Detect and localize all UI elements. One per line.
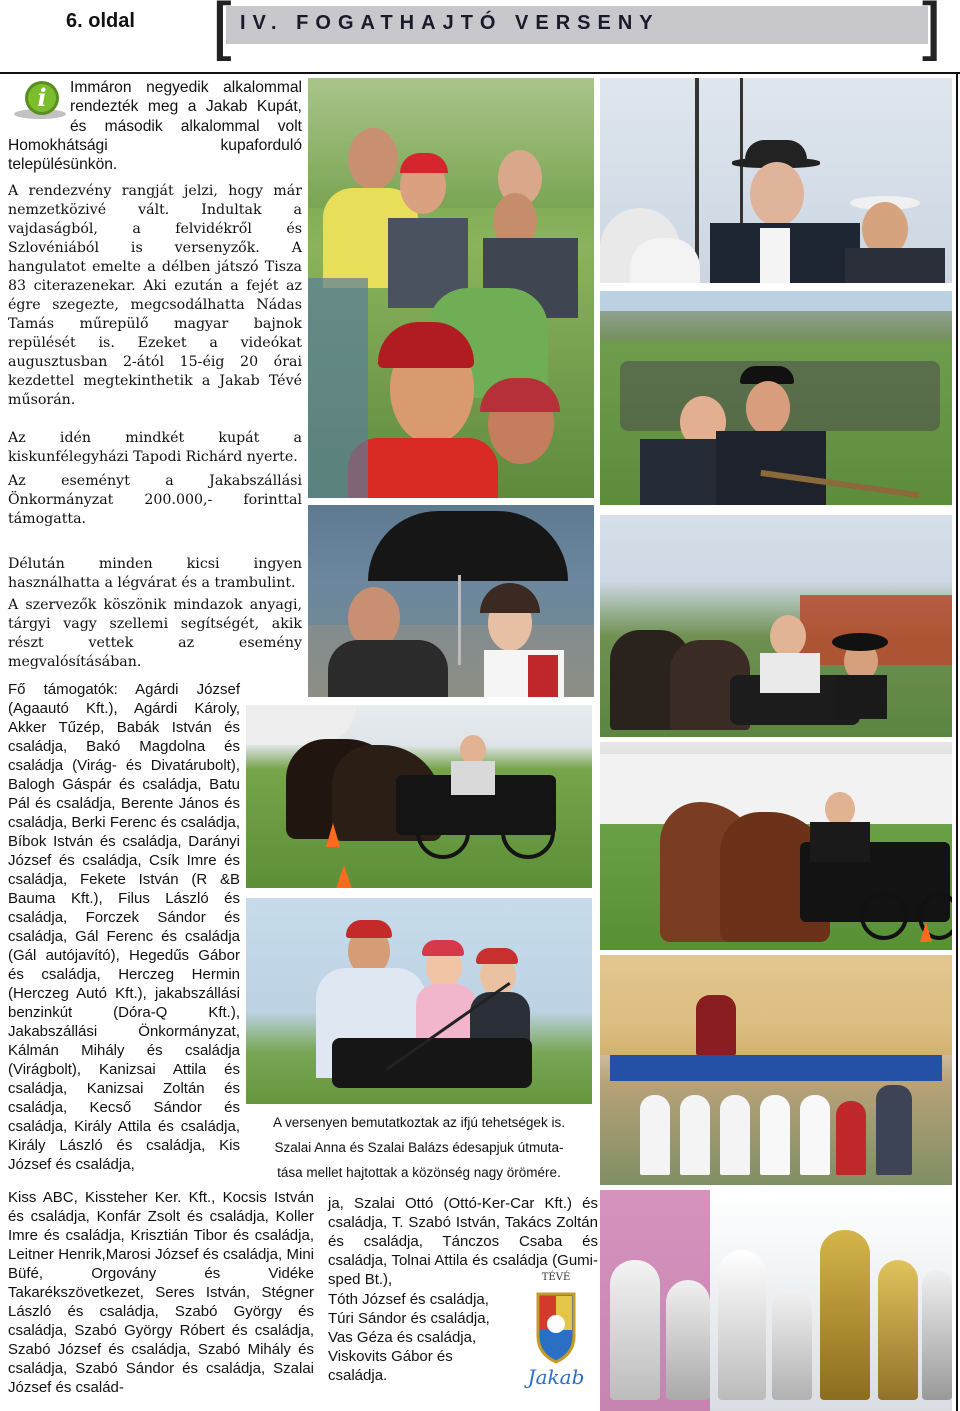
photo-award-ceremony [600, 955, 952, 1185]
photo-carriage-men [600, 291, 952, 505]
paragraph-support: Az eseményt a Jakabszállási Önkormányzat 200.000,- forinttal támogatta. [8, 473, 302, 527]
bracket-right: ] [916, 0, 943, 69]
photo-ceremonial-carriage [600, 515, 952, 737]
caption-line-2: Szalai Anna és Szalai Balázs édesapjuk útmuta- [274, 1140, 564, 1155]
photo-judges [600, 78, 952, 283]
photo-crowd [308, 78, 594, 498]
paragraph-thanks: A szervezők köszönik mindazok anyagi, tárgyi vagy szellemi segítségét, akik részt vettek az esemény megvalósításában. [8, 597, 302, 670]
svg-text:TÉVÉ: TÉVÉ [541, 1272, 571, 1283]
svg-text:Jakab: Jakab [527, 1365, 585, 1389]
caption-line-3: tása mellet hajtottak a közönség nagy örömére. [277, 1165, 561, 1180]
photo-trophies [600, 1190, 952, 1411]
sponsors-list-a: Fő támogatók: Agárdi József (Agaautó Kft.), Agárdi Károly, Akker Tűzép, Babák István és családja, Bakó Magdolna és családja (Virág- és Divatárubolt), Balogh Gáspár és családja, Batu Pál és családja, Berente János és családja, Berki Ferenc és családja, Bíbok István és családja, Darányi József és családja, Csík Imre és családja, Fekete István (R &B Bauma Kft.), Filus László és családja, Forczek Sándor és családja, Gál Ferenc és családja (Gál autójavító), Hegedűs Gábor és családja, Herczeg Hermin (Herczeg Autó Kft.), jakabszállási benzinkút (Dóra-Q Kft.), Jakabszállási Önkormányzat, Kálmán Mihály és családja (Virágbolt), Kanizsai Attila és családja, Kanizsai Zoltán és családja, Kecső Sándor és családja, Király Attila és családja, Király László és családja, Kis József és családja, [8, 681, 240, 1173]
paragraph-bouncy: Délután minden kicsi ingyen használhatta a légvárat és a trambulint. [8, 556, 302, 591]
top-rule [0, 72, 960, 74]
paragraph-winner: Az idén mindkét kupát a kiskunfélegyházi Tapodi Richárd nyerte. [8, 430, 302, 465]
intro-paragraph: Immáron negyedik alkalommal rendezték meg a Jakab Kupát, és második alkalommal volt Homokhátsági kupaforduló településünkön. [8, 79, 302, 174]
photo-two-horses [600, 742, 952, 950]
photo-kids-carriage [246, 898, 592, 1104]
page-number: 6. oldal [66, 10, 135, 32]
paragraph-rangja: A rendezvény rangját jelzi, hogy már nemzetközivé vált. Indultak a vajdaságból, a felvidékről és Szlovéniából is versenyzők. A hangulatot emelte a délben játszó Tisza 83 citerazenekar. Aki ezután a fejét az égre szegezte, megcsodálhatta Nádas Tamás műrepülő magyar bajnok repülését is. Ezeket a videókat augusztusban 2-ától 15-éig 20 órai kezdettel megtekinthetik a Jakab Tévé műsorán. [8, 183, 302, 408]
svg-text:i: i [37, 83, 47, 112]
sponsors-list-d: Tóth József és családja, Túri Sándor és családja, Vas Géza és családja, Viskovits Gábor és családja. [328, 1291, 490, 1384]
photo-umbrella [308, 505, 594, 697]
jakab-tv-logo [516, 1266, 596, 1396]
photo-caption [246, 1110, 592, 1185]
section-title: IV. FOGATHAJTÓ VERSENY [240, 12, 660, 34]
caption-line-1: A versenyen bemutatkoztak az ifjú tehetségek is. [273, 1115, 565, 1130]
photo-horse-carriage [246, 705, 592, 888]
sponsors-list-b: Kiss ABC, Kissteher Ker. Kft., Kocsis István és családja, Konfár Zsolt és családja, Koller Imre és családja, Krisztián Tibor és családja, Leitner Henrik,Marosi József és családja, Mini Büfé, Orgovány és Vidéke Takarékszövetkezet, Seres István, Stégner László és családja, Szabó György és családja, Szabó György Róbert és családja, Szabó József és családja, Szabó Mihály és családja, Szabó Sándor és családja, Szalai József és család- [8, 1189, 314, 1396]
sponsors-list-c: ja, Szalai Ottó (Ottó-Ker-Car Kft.) és családja, T. Szabó István, Takács Zoltán és családja, Tánczos Csaba és családja, Tolnai Attila és családja (Gumi-sped Bt.), [328, 1195, 598, 1288]
bracket-left: [ [211, 0, 238, 69]
right-rule [956, 72, 958, 1411]
